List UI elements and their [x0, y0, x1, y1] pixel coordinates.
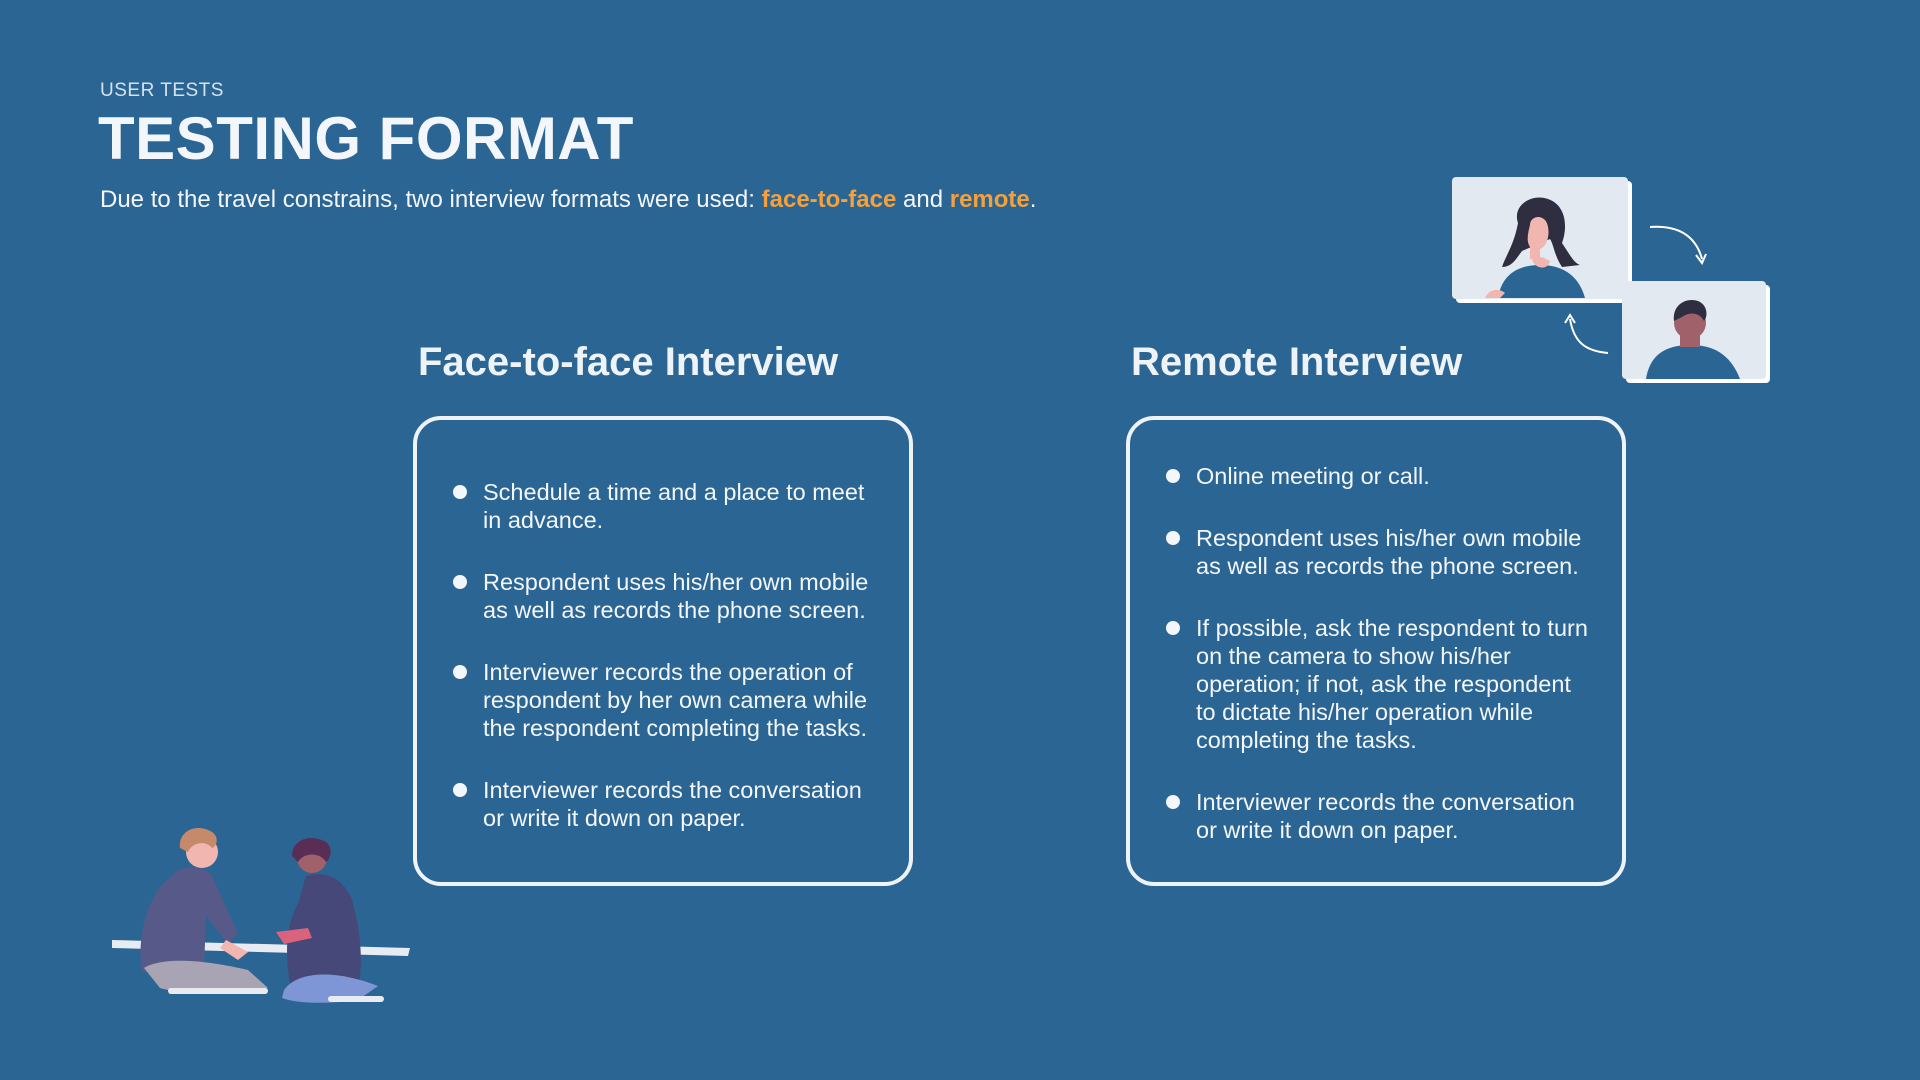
video-call-illustration-icon [1450, 175, 1780, 385]
page-title: TESTING FORMAT [98, 105, 634, 172]
remote-card [1126, 416, 1626, 886]
list-item [453, 658, 883, 742]
bullet-icon [453, 485, 467, 499]
face-to-face-card [413, 416, 913, 886]
face-to-face-heading: Face-to-face Interview [418, 340, 839, 384]
subtitle-suffix: . [1029, 186, 1037, 213]
list-item-text: Schedule a time and a place to meet in advance. [483, 479, 865, 533]
list-item-text: Interviewer records the operation of respondent by her own camera while the respondent completing the tasks. [483, 659, 868, 741]
list-item-text: Interviewer records the conversation or write it down on paper. [483, 777, 862, 831]
bullet-icon [453, 575, 467, 589]
list-item-text: Respondent uses his/her own mobile as well as records the phone screen. [1196, 525, 1582, 579]
list-item-text: Respondent uses his/her own mobile as well as records the phone screen. [483, 569, 869, 623]
page-eyebrow: USER TESTS [100, 80, 224, 101]
bullet-icon [1166, 621, 1180, 635]
subtitle-highlight-remote: remote [949, 186, 1030, 213]
remote-heading: Remote Interview [1131, 340, 1463, 384]
bullet-icon [453, 783, 467, 797]
bullet-icon [453, 665, 467, 679]
list-item [1166, 788, 1596, 844]
list-item [453, 568, 883, 624]
page-subtitle [100, 186, 1036, 214]
list-item [1166, 462, 1596, 490]
list-item [1166, 614, 1596, 754]
subtitle-highlight-face-to-face: face-to-face [761, 186, 897, 213]
remote-list [1166, 462, 1596, 878]
list-item [1166, 524, 1596, 580]
subtitle-mid: and [896, 186, 950, 213]
list-item-text: Interviewer records the conversation or write it down on paper. [1196, 789, 1575, 843]
subtitle-prefix: Due to the travel constrains, two interview formats were used: [100, 186, 762, 213]
people-meeting-illustration-icon [108, 820, 418, 1010]
bullet-icon [1166, 531, 1180, 545]
list-item [453, 478, 883, 534]
bullet-icon [1166, 795, 1180, 809]
list-item [453, 776, 883, 832]
list-item-text: If possible, ask the respondent to turn on the camera to show his/her operation; if not, ask the respondent to dictate his/her operation while completing the tasks. [1196, 615, 1588, 753]
face-to-face-list [453, 478, 883, 866]
list-item-text: Online meeting or call. [1196, 463, 1430, 489]
bullet-icon [1166, 469, 1180, 483]
